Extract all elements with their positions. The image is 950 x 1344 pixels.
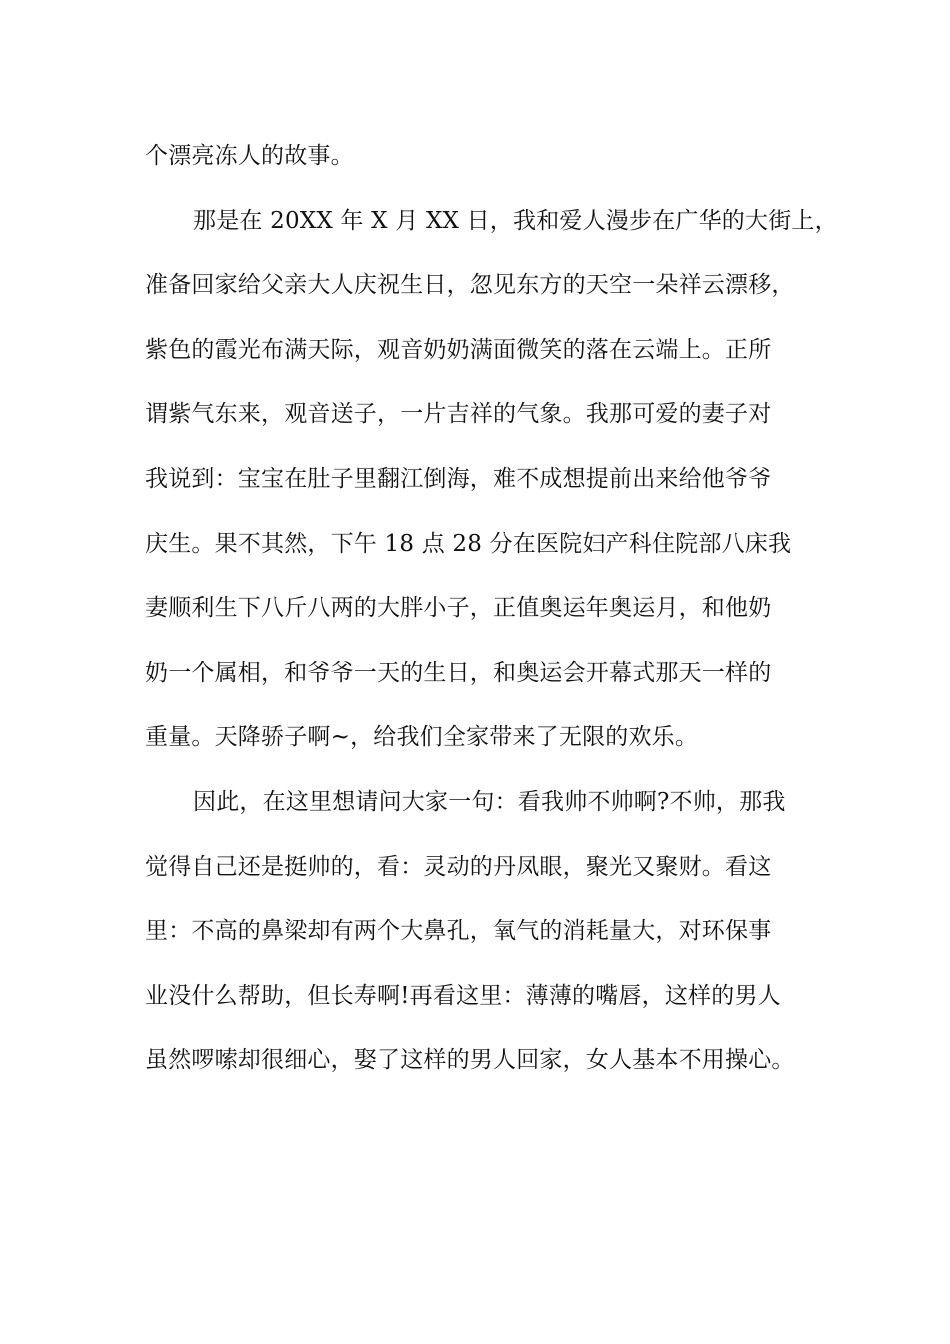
paragraph-start-line: 因此，在这里想请问大家一句：看我帅不帅啊?不帅，那我	[193, 788, 786, 815]
text-line: 谓紫气东来，观音送子，一片吉祥的气象。我那可爱的妻子对	[145, 401, 772, 428]
text-line: 虽然啰嗦却很细心，娶了这样的男人回家，女人基本不用操心。	[145, 1047, 795, 1074]
text-line: 奶一个属相，和爷爷一天的生日，和奥运会开幕式那天一样的	[145, 659, 772, 686]
text-line: 里：不高的鼻梁却有两个大鼻孔，氧气的消耗量大，对环保事	[145, 918, 772, 945]
text-line: 觉得自己还是挺帅的，看：灵动的丹凤眼，聚光又聚财。看这	[145, 853, 772, 880]
text-line: 重量。天降骄子啊~，给我们全家带来了无限的欢乐。	[145, 724, 699, 751]
text-line: 业没什么帮助，但长寿啊!再看这里：薄薄的嘴唇，这样的男人	[145, 982, 781, 1009]
text-line: 我说到：宝宝在肚子里翻江倒海，难不成想提前出来给他爷爷	[145, 465, 772, 492]
document-body	[145, 124, 838, 1093]
text-line: 庆生。果不其然，下午 18 点 28 分在医院妇产科住院部八床我	[145, 530, 792, 557]
paragraph-start-line: 那是在 20XX 年 X 月 XX 日，我和爱人漫步在广华的大街上，	[193, 207, 838, 234]
text-line: 个漂亮冻人的故事。	[145, 143, 354, 169]
text-line: 准备回家给父亲大人庆祝生日，忽见东方的天空一朵祥云漂移，	[145, 272, 795, 299]
text-line: 紫色的霞光布满天际，观音奶奶满面微笑的落在云端上。正所	[145, 336, 772, 363]
text-line: 妻顺利生下八斤八两的大胖小子，正值奥运年奥运月，和他奶	[145, 595, 772, 622]
